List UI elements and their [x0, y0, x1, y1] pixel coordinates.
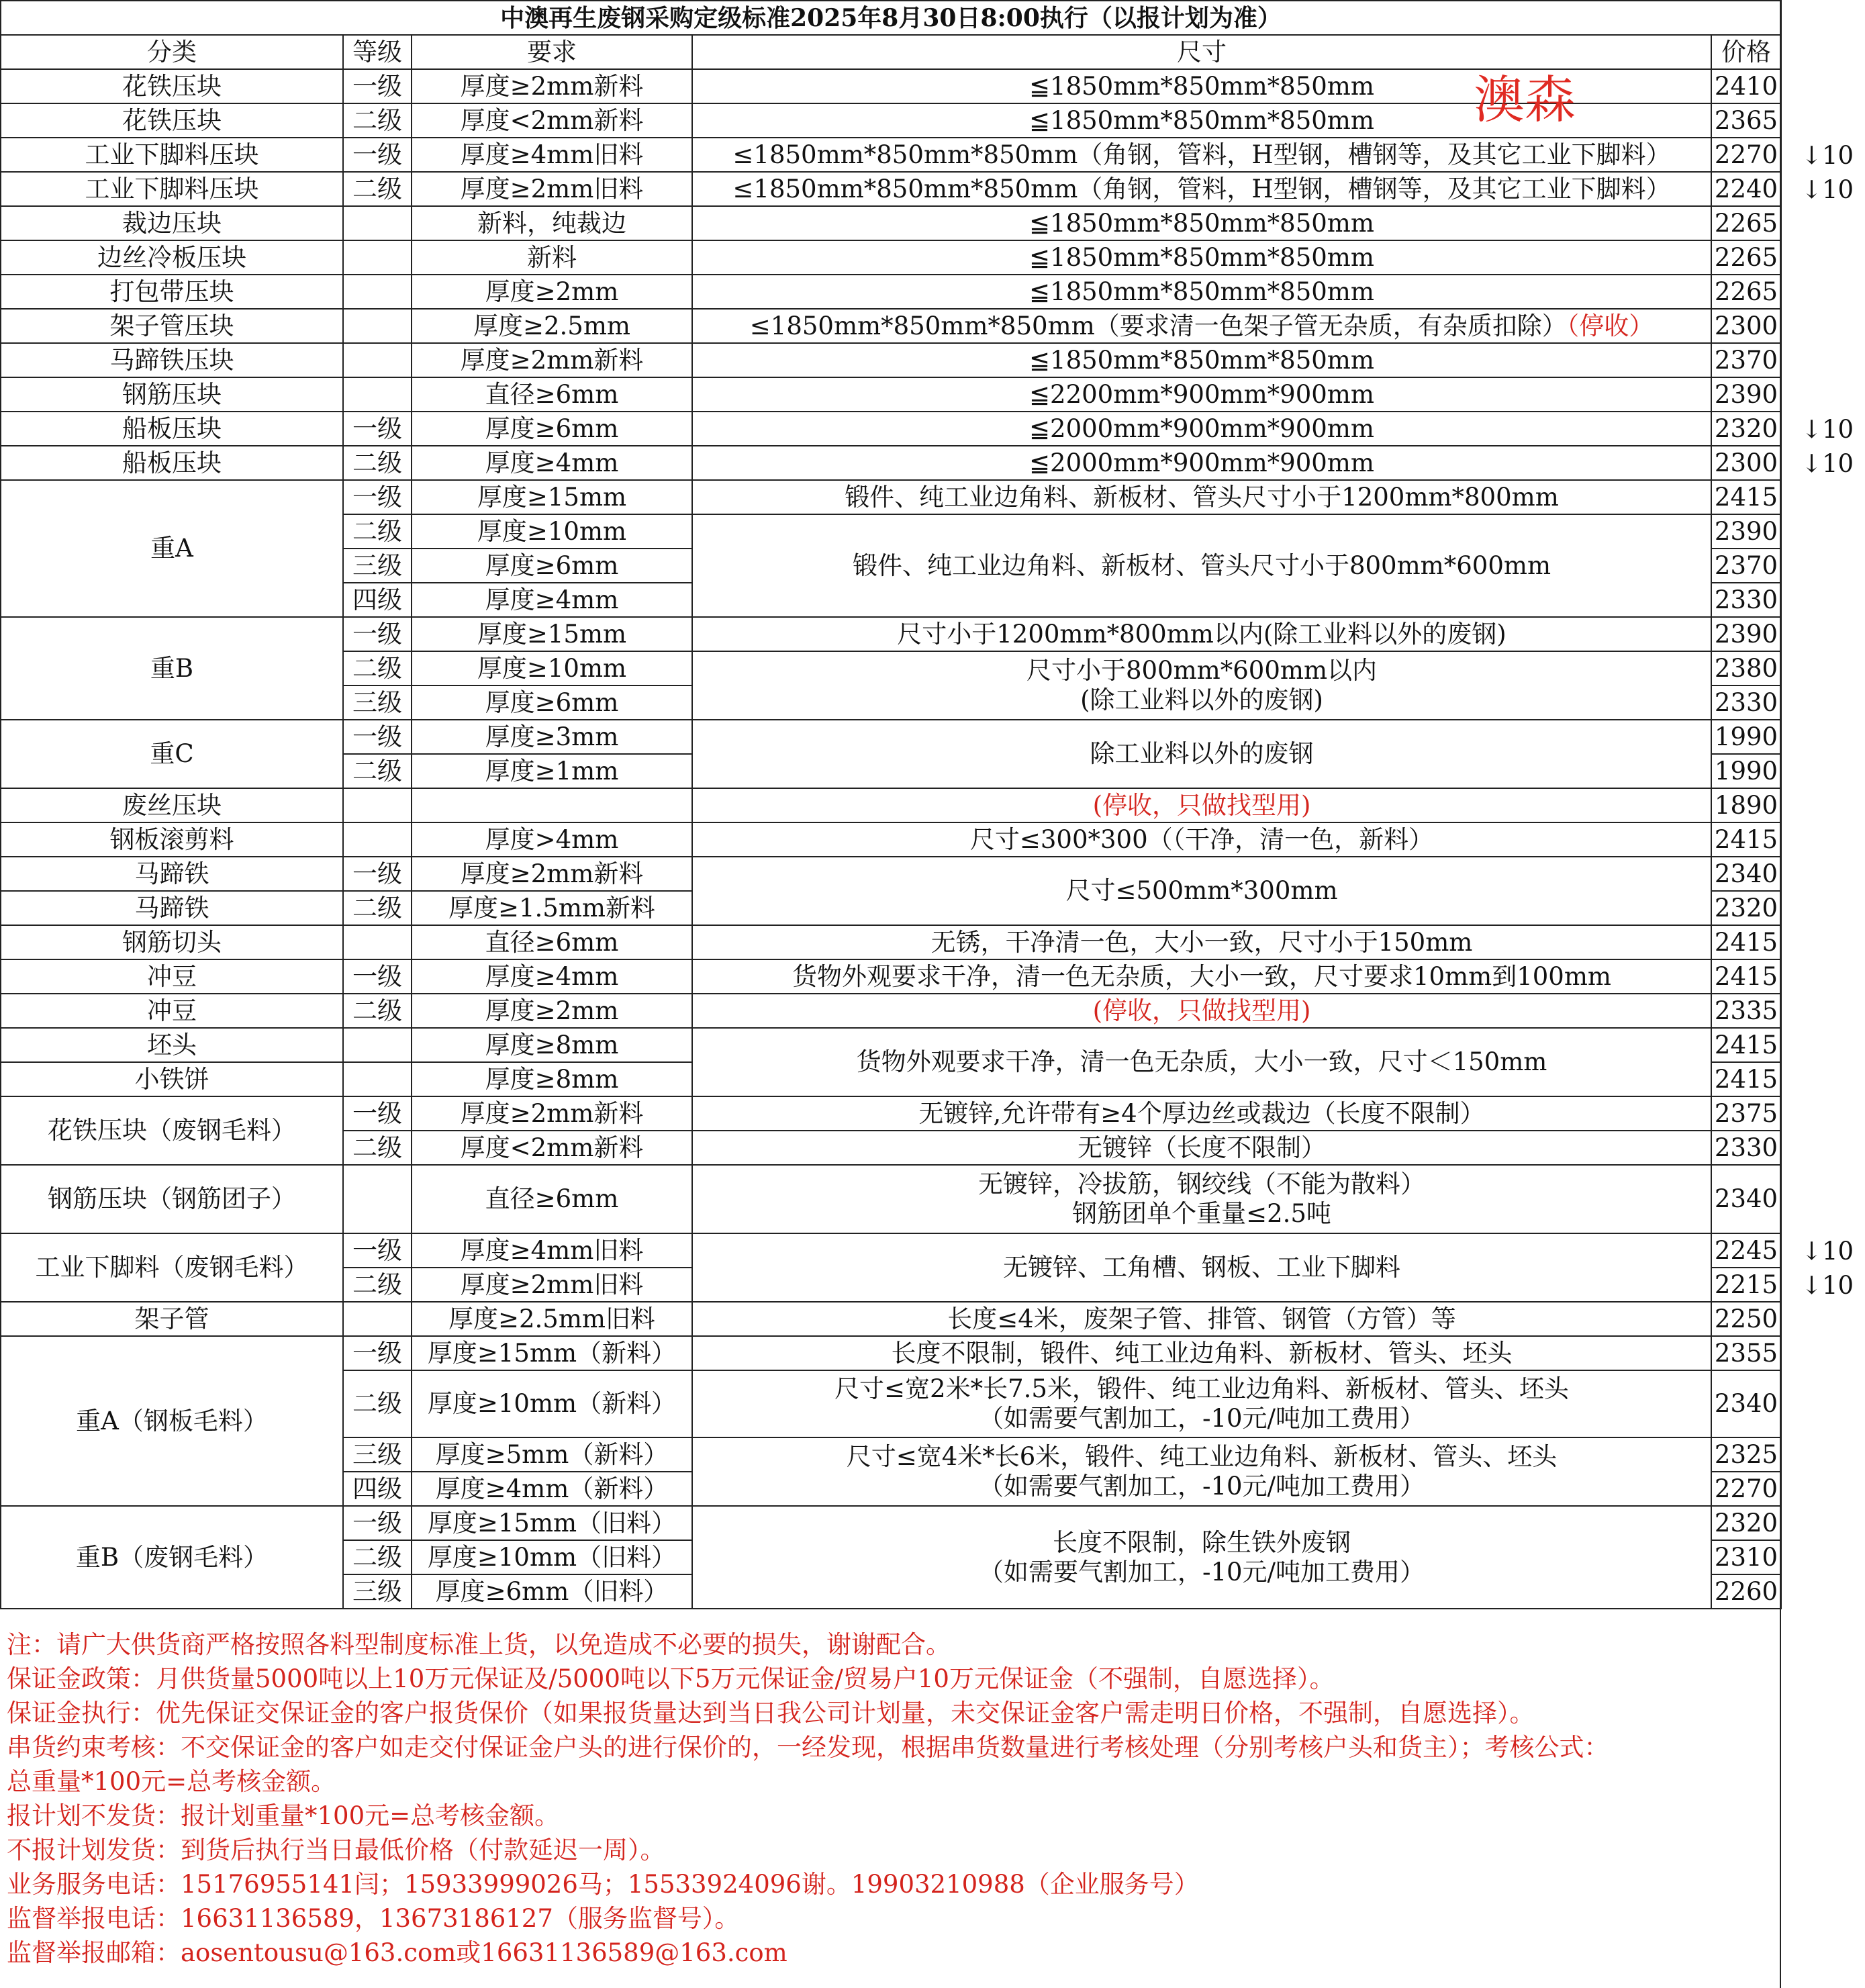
- price-cell: 2250: [1711, 1302, 1781, 1336]
- requirement-cell: 厚度≥4mm: [412, 959, 692, 994]
- grade-cell: 一级: [343, 1096, 412, 1131]
- requirement-cell: 厚度≥2mm新料: [412, 1096, 692, 1131]
- grade-cell: [343, 206, 412, 240]
- col-header-price: 价格: [1711, 35, 1781, 69]
- category-cell: 打包带压块: [1, 275, 343, 309]
- price-cell: 2415: [1711, 1028, 1781, 1062]
- requirement-cell: 厚度<2mm新料: [412, 1131, 692, 1165]
- price-cell: 2415: [1711, 822, 1781, 857]
- table-row: [1, 959, 1781, 994]
- size-cell: ≤1850mm*850mm*850mm（角钢，管料，H型钢，槽钢等，及其它工业下脚料）: [692, 138, 1711, 172]
- size-cell: ≦1850mm*850mm*850mm: [692, 275, 1711, 309]
- price-cell: 2340: [1711, 1370, 1781, 1437]
- table-row: [1, 788, 1781, 822]
- size-line: 钢筋团单个重量≤2.5吨: [1072, 1199, 1331, 1228]
- requirement-cell: 直径≥6mm: [412, 1165, 692, 1233]
- requirement-cell: 厚度≥4mm旧料: [412, 1233, 692, 1268]
- table-row: [1, 857, 1781, 891]
- category-cell: 废丝压块: [1, 788, 343, 822]
- size-line: （如需要气割加工，-10元/吨加工费用）: [978, 1472, 1425, 1501]
- table-row: [1, 1233, 1781, 1268]
- table-row: [1, 240, 1781, 275]
- table-row: [1, 343, 1781, 377]
- price-cell: 2390: [1711, 514, 1781, 549]
- price-cell: 1890: [1711, 788, 1781, 822]
- grade-cell: 一级: [343, 959, 412, 994]
- size-line: （如需要气割加工，-10元/吨加工费用）: [978, 1557, 1425, 1587]
- grade-cell: 二级: [343, 172, 412, 206]
- size-cell: [692, 1165, 1711, 1233]
- size-cell: (停收，只做找型用): [692, 994, 1711, 1028]
- price-cell: 2245: [1711, 1233, 1781, 1268]
- size-cell: [692, 1370, 1711, 1437]
- grade-cell: 二级: [343, 1268, 412, 1302]
- table-row: [1, 172, 1781, 206]
- requirement-cell: 厚度≥15mm: [412, 480, 692, 514]
- requirement-cell: 厚度≥15mm: [412, 617, 692, 651]
- note-line: 保证金政策：月供货量5000吨以上10万元保证及/5000吨以下5万元保证金/贸易户10万元保证金（不强制，自愿选择）。: [7, 1664, 1335, 1693]
- note-line: 业务服务电话：15176955141闫；15933999026马；15533924096谢。19903210988（企业服务号）: [7, 1870, 1199, 1899]
- size-cell: 尺寸≤500mm*300mm: [692, 857, 1711, 925]
- size-cell: 锻件、纯工业边角料、新板材、管头尺寸小于1200mm*800mm: [692, 480, 1711, 514]
- category-cell: 钢筋压块: [1, 377, 343, 412]
- table-row: [1, 1302, 1781, 1336]
- requirement-cell: 新料，纯裁边: [412, 206, 692, 240]
- requirement-cell: 厚度≥2.5mm: [412, 309, 692, 343]
- requirement-cell: 厚度≥8mm: [412, 1028, 692, 1062]
- grade-cell: 二级: [343, 994, 412, 1028]
- price-cell: 1990: [1711, 754, 1781, 788]
- size-line: (除工业料以外的废钢): [1080, 685, 1323, 714]
- grade-cell: 二级: [343, 651, 412, 685]
- price-cell: 2340: [1711, 1165, 1781, 1233]
- category-cell: 马蹄铁压块: [1, 343, 343, 377]
- price-cell: 1990: [1711, 720, 1781, 754]
- category-cell: 架子管: [1, 1302, 343, 1336]
- price-cell: 2330: [1711, 1131, 1781, 1165]
- price-change-indicator: ↓10: [1801, 141, 1854, 170]
- price-cell: 2260: [1711, 1574, 1781, 1609]
- grade-cell: [343, 925, 412, 959]
- category-cell: 花铁压块: [1, 69, 343, 103]
- price-cell: 2355: [1711, 1336, 1781, 1370]
- price-cell: 2265: [1711, 240, 1781, 275]
- size-cell: 尺寸小于1200mm*800mm以内(除工业料以外的废钢): [692, 617, 1711, 651]
- requirement-cell: 厚度≥10mm（旧料）: [412, 1540, 692, 1574]
- requirement-cell: [412, 788, 692, 822]
- category-cell: 小铁饼: [1, 1062, 343, 1096]
- price-cell: 2415: [1711, 925, 1781, 959]
- grade-cell: [343, 1062, 412, 1096]
- requirement-cell: 厚度≥10mm（新料）: [412, 1370, 692, 1437]
- col-header-requirement: 要求: [412, 35, 692, 69]
- grade-cell: 一级: [343, 480, 412, 514]
- size-cell: ≦1850mm*850mm*850mm: [692, 343, 1711, 377]
- size-line: 尺寸≤宽2米*长7.5米，锻件、纯工业边角料、新板材、管头、坯头: [834, 1374, 1569, 1403]
- requirement-cell: 新料: [412, 240, 692, 275]
- price-change-indicator: ↓10: [1801, 1271, 1854, 1300]
- grade-cell: 二级: [343, 1131, 412, 1165]
- table-row: [1, 480, 1781, 514]
- price-cell: 2335: [1711, 994, 1781, 1028]
- note-line: 监督举报电话：16631136589，13673186127（服务监督号）。: [7, 1904, 740, 1933]
- grade-cell: 一级: [343, 1233, 412, 1268]
- size-cell: ≦1850mm*850mm*850mm: [692, 206, 1711, 240]
- category-cell: 船板压块: [1, 446, 343, 480]
- requirement-cell: 厚度≥6mm: [412, 685, 692, 720]
- size-cell: ≦1850mm*850mm*850mm: [692, 69, 1711, 103]
- requirement-cell: 厚度≥15mm（新料）: [412, 1336, 692, 1370]
- category-cell: 钢筋切头: [1, 925, 343, 959]
- price-cell: 2415: [1711, 1062, 1781, 1096]
- price-change-indicator: ↓10: [1801, 449, 1854, 478]
- table-row: [1, 309, 1781, 343]
- price-change-indicator: ↓10: [1801, 1237, 1854, 1266]
- requirement-cell: 厚度≥4mm: [412, 446, 692, 480]
- price-cell: 2365: [1711, 103, 1781, 138]
- size-cell: [692, 651, 1711, 720]
- price-cell: 2370: [1711, 343, 1781, 377]
- col-header-category: 分类: [1, 35, 343, 69]
- requirement-cell: 厚度≥15mm（旧料）: [412, 1506, 692, 1540]
- price-cell: 2325: [1711, 1437, 1781, 1472]
- size-cell: [692, 1437, 1711, 1506]
- requirement-cell: 厚度≥1.5mm新料: [412, 891, 692, 925]
- size-cell: [692, 1506, 1711, 1609]
- requirement-cell: 厚度≥2mm: [412, 275, 692, 309]
- col-header-size: 尺寸: [692, 35, 1711, 69]
- grade-cell: [343, 343, 412, 377]
- note-line: 注：请广大供货商严格按照各料型制度标准上货，以免造成不必要的损失，谢谢配合。: [7, 1630, 951, 1659]
- requirement-cell: 厚度≥2.5mm旧料: [412, 1302, 692, 1336]
- price-cell: 2300: [1711, 309, 1781, 343]
- grade-cell: [343, 377, 412, 412]
- price-cell: 2300: [1711, 446, 1781, 480]
- grade-cell: [343, 309, 412, 343]
- grade-cell: 二级: [343, 891, 412, 925]
- requirement-cell: 直径≥6mm: [412, 925, 692, 959]
- table-row: [1, 1096, 1781, 1131]
- size-cell: 无镀锌,允许带有≥4个厚边丝或裁边（长度不限制）: [692, 1096, 1711, 1131]
- size-cell: 长度≤4米，废架子管、排管、钢管（方管）等: [692, 1302, 1711, 1336]
- grade-cell: 二级: [343, 514, 412, 549]
- table-row: [1, 822, 1781, 857]
- table-row: [1, 412, 1781, 446]
- price-cell: 2340: [1711, 857, 1781, 891]
- grade-cell: [343, 240, 412, 275]
- grade-cell: 二级: [343, 754, 412, 788]
- category-cell: 坯头: [1, 1028, 343, 1062]
- size-cell: 尺寸≤300*300（（干净，清一色，新料）: [692, 822, 1711, 857]
- price-cell: 2320: [1711, 891, 1781, 925]
- size-cell: 货物外观要求干净，清一色无杂质，大小一致，尺寸要求10mm到100mm: [692, 959, 1711, 994]
- size-line: 尺寸小于800mm*600mm以内: [1026, 656, 1378, 685]
- size-cell: 锻件、纯工业边角料、新板材、管头尺寸小于800mm*600mm: [692, 514, 1711, 617]
- grade-cell: 二级: [343, 1540, 412, 1574]
- brand-watermark: 澳森: [1474, 70, 1576, 130]
- size-cell: 货物外观要求干净，清一色无杂质，大小一致，尺寸＜150mm: [692, 1028, 1711, 1096]
- size-cell: 无镀锌、工角槽、钢板、工业下脚料: [692, 1233, 1711, 1302]
- table-row: [1, 1165, 1781, 1233]
- size-cell: (停收，只做找型用): [692, 788, 1711, 822]
- size-line: 长度不限制，除生铁外废钢: [1053, 1527, 1351, 1557]
- category-cell: 马蹄铁: [1, 891, 343, 925]
- category-cell: 重A（钢板毛料）: [1, 1336, 343, 1506]
- grade-cell: [343, 275, 412, 309]
- grade-cell: 一级: [343, 617, 412, 651]
- grade-cell: 一级: [343, 1336, 412, 1370]
- table-row: [1, 617, 1781, 651]
- size-cell: 长度不限制，锻件、纯工业边角料、新板材、管头、坯头: [692, 1336, 1711, 1370]
- size-cell: [692, 309, 1711, 343]
- category-cell: 重B: [1, 617, 343, 720]
- category-cell: 花铁压块: [1, 103, 343, 138]
- grade-cell: 一级: [343, 138, 412, 172]
- grade-cell: 一级: [343, 69, 412, 103]
- table-row: [1, 446, 1781, 480]
- grade-cell: 三级: [343, 1574, 412, 1609]
- table-row: [1, 925, 1781, 959]
- requirement-cell: 厚度≥2mm旧料: [412, 172, 692, 206]
- size-cell: ≦2000mm*900mm*900mm: [692, 446, 1711, 480]
- grade-cell: 四级: [343, 1472, 412, 1506]
- requirement-cell: 厚度≥3mm: [412, 720, 692, 754]
- grade-cell: [343, 1165, 412, 1233]
- grade-cell: 一级: [343, 720, 412, 754]
- table-row: [1, 377, 1781, 412]
- grade-cell: 一级: [343, 857, 412, 891]
- price-change-indicator: ↓10: [1801, 175, 1854, 204]
- size-cell: ≤1850mm*850mm*850mm（角钢，管料，H型钢，槽钢等，及其它工业下脚料）: [692, 172, 1711, 206]
- price-cell: 2240: [1711, 172, 1781, 206]
- grade-cell: 一级: [343, 412, 412, 446]
- grade-cell: [343, 1302, 412, 1336]
- size-line: （如需要气割加工，-10元/吨加工费用）: [978, 1404, 1425, 1433]
- table-row: [1, 1336, 1781, 1370]
- requirement-cell: 直径≥6mm: [412, 377, 692, 412]
- note-line: 保证金执行：优先保证交保证金的客户报货保价（如果报货量达到当日我公司计划量，未交保证金客户需走明日价格，不强制，自愿选择）。: [7, 1699, 1535, 1727]
- table-row: [1, 994, 1781, 1028]
- grade-cell: 三级: [343, 549, 412, 583]
- requirement-cell: 厚度<2mm新料: [412, 103, 692, 138]
- grade-cell: 二级: [343, 1370, 412, 1437]
- note-line: 报计划不发货：报计划重量*100元=总考核金额。: [7, 1801, 560, 1830]
- price-cell: 2390: [1711, 617, 1781, 651]
- requirement-cell: 厚度≥2mm: [412, 994, 692, 1028]
- grade-cell: 二级: [343, 446, 412, 480]
- price-cell: 2270: [1711, 1472, 1781, 1506]
- price-cell: 2320: [1711, 1506, 1781, 1540]
- grade-cell: [343, 1028, 412, 1062]
- price-cell: 2310: [1711, 1540, 1781, 1574]
- size-cell: ≦1850mm*850mm*850mm: [692, 103, 1711, 138]
- category-cell: 船板压块: [1, 412, 343, 446]
- grade-cell: 二级: [343, 103, 412, 138]
- price-cell: 2330: [1711, 685, 1781, 720]
- category-cell: 重A: [1, 480, 343, 617]
- price-cell: 2370: [1711, 549, 1781, 583]
- grade-cell: 三级: [343, 1437, 412, 1472]
- note-line: 不报计划发货：到货后执行当日最低价格（付款延迟一周）。: [7, 1836, 665, 1864]
- size-cell: ≦1850mm*850mm*850mm: [692, 240, 1711, 275]
- requirement-cell: 厚度≥2mm新料: [412, 69, 692, 103]
- price-cell: 2265: [1711, 275, 1781, 309]
- size-cell: 除工业料以外的废钢: [692, 720, 1711, 788]
- requirement-cell: 厚度≥6mm: [412, 549, 692, 583]
- category-cell: 架子管压块: [1, 309, 343, 343]
- note-line: 监督举报邮箱：aosentousu@163.com或16631136589@163.com: [7, 1938, 787, 1967]
- category-cell: 冲豆: [1, 994, 343, 1028]
- requirement-cell: 厚度≥4mm: [412, 583, 692, 617]
- requirement-cell: 厚度>4mm: [412, 822, 692, 857]
- price-cell: 2410: [1711, 69, 1781, 103]
- right-border-line: [1780, 0, 1781, 1988]
- category-cell: 裁边压块: [1, 206, 343, 240]
- notes-section: [7, 1627, 1766, 1970]
- category-cell: 马蹄铁: [1, 857, 343, 891]
- category-cell: 工业下脚料（废钢毛料）: [1, 1233, 343, 1302]
- requirement-cell: 厚度≥10mm: [412, 651, 692, 685]
- price-cell: 2215: [1711, 1268, 1781, 1302]
- header-row: [1, 35, 1781, 69]
- requirement-cell: 厚度≥2mm新料: [412, 857, 692, 891]
- table-row: [1, 206, 1781, 240]
- size-cell: 无锈，干净清一色，大小一致，尺寸小于150mm: [692, 925, 1711, 959]
- requirement-cell: 厚度≥4mm旧料: [412, 138, 692, 172]
- category-cell: 钢板滚剪料: [1, 822, 343, 857]
- category-cell: 重B（废钢毛料）: [1, 1506, 343, 1609]
- price-cell: 2415: [1711, 480, 1781, 514]
- size-cell: ≦2000mm*900mm*900mm: [692, 412, 1711, 446]
- table-row: [1, 720, 1781, 754]
- col-header-grade: 等级: [343, 35, 412, 69]
- category-cell: 边丝冷板压块: [1, 240, 343, 275]
- size-cell: 无镀锌（长度不限制）: [692, 1131, 1711, 1165]
- size-text: ≤1850mm*850mm*850mm（要求清一色架子管无杂质，有杂质扣除）: [749, 311, 1567, 340]
- requirement-cell: 厚度≥5mm（新料）: [412, 1437, 692, 1472]
- table-row: [1, 1506, 1781, 1540]
- price-cell: 2375: [1711, 1096, 1781, 1131]
- note-line: 串货约束考核：不交保证金的客户如走交付保证金户头的进行保价的，一经发现，根据串货数量进行考核处理（分别考核户头和货主）；考核公式：: [7, 1733, 1609, 1762]
- requirement-cell: 厚度≥8mm: [412, 1062, 692, 1096]
- price-cell: 2390: [1711, 377, 1781, 412]
- category-cell: 工业下脚料压块: [1, 172, 343, 206]
- requirement-cell: 厚度≥4mm（新料）: [412, 1472, 692, 1506]
- price-cell: 2320: [1711, 412, 1781, 446]
- requirement-cell: 厚度≥2mm新料: [412, 343, 692, 377]
- size-line: 尺寸≤宽4米*长6米，锻件、纯工业边角料、新板材、管头、坯头: [846, 1442, 1558, 1471]
- requirement-cell: 厚度≥2mm旧料: [412, 1268, 692, 1302]
- price-cell: 2330: [1711, 583, 1781, 617]
- note-line: 总重量*100元=总考核金额。: [7, 1767, 336, 1796]
- price-cell: 2270: [1711, 138, 1781, 172]
- category-cell: 钢筋压块（钢筋团子）: [1, 1165, 343, 1233]
- grade-cell: [343, 788, 412, 822]
- category-cell: 冲豆: [1, 959, 343, 994]
- category-cell: 花铁压块（废钢毛料）: [1, 1096, 343, 1165]
- table-row: [1, 1028, 1781, 1062]
- grade-cell: 三级: [343, 685, 412, 720]
- grade-cell: 一级: [343, 1506, 412, 1540]
- suspended-note: （停收）: [1566, 311, 1654, 340]
- category-cell: 重C: [1, 720, 343, 788]
- requirement-cell: 厚度≥1mm: [412, 754, 692, 788]
- size-line: 无镀锌，冷拔筋，钢绞线（不能为散料）: [978, 1170, 1425, 1198]
- sheet-title: 中澳再生废钢采购定级标准2025年8月30日8:00执行（以报计划为准）: [1, 1, 1781, 35]
- price-cell: 2265: [1711, 206, 1781, 240]
- price-change-indicator: ↓10: [1801, 415, 1854, 444]
- grade-cell: [343, 822, 412, 857]
- requirement-cell: 厚度≥6mm（旧料）: [412, 1574, 692, 1609]
- price-cell: 2415: [1711, 959, 1781, 994]
- size-cell: ≦2200mm*900mm*900mm: [692, 377, 1711, 412]
- requirement-cell: 厚度≥6mm: [412, 412, 692, 446]
- grade-cell: 四级: [343, 583, 412, 617]
- requirement-cell: 厚度≥10mm: [412, 514, 692, 549]
- category-cell: 工业下脚料压块: [1, 138, 343, 172]
- table-row: [1, 275, 1781, 309]
- table-row: [1, 138, 1781, 172]
- price-cell: 2380: [1711, 651, 1781, 685]
